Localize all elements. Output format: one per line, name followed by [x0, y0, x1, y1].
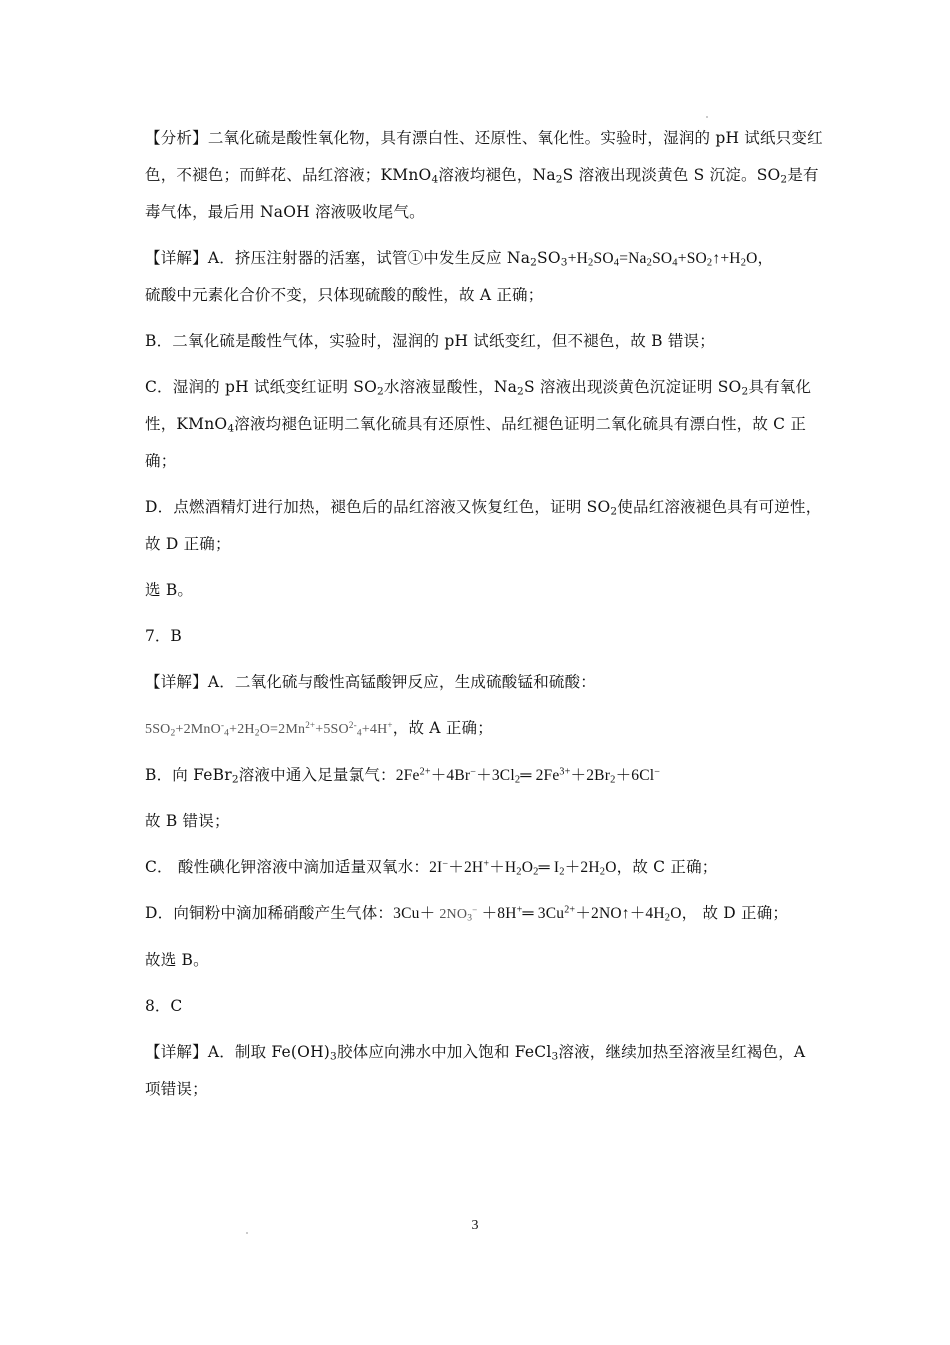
q7-option-a: 【详解】A．二氧化硫与酸性高锰酸钾反应，生成硫酸锰和硫酸：: [145, 673, 597, 691]
q6-a-equation: $+H_2SO_4=Na_2SO_4+SO_2↑+H_2O$，: [567, 250, 774, 269]
q8-option-a: 【详解】A．制取 $Fe(OH)_3$胶体应向沸水中加入饱和 FeCl$_3$溶液，继续加热至溶液呈红褐色，A 项错误；: [145, 1043, 806, 1098]
q6-option-a: 【详解】A．挤压注射器的活塞，试管①中发生反应 $Na_2SO_3+H_2SO_4=Na_2SO_4+SO_2↑+H_2O$， 硫酸中元素化合价不变，只体现硫酸的酸性，故 A 正确；: [145, 249, 774, 304]
page-number: 3: [471, 1218, 479, 1233]
q7-option-a-equation: $5SO_2+2MnO^-_4+2H_2O=2Mn^{2+}+5SO^{2-}_4+4H^+$，故 A 正确；: [145, 719, 493, 739]
equation-image-kmno4: $5SO_2+2MnO^-_4+2H_2O=2Mn^{2+}+5SO^{2-}_4+4H^+$: [145, 720, 393, 739]
detail-label: 【详解】: [145, 249, 208, 267]
q7-option-d: D．向铜粉中滴加稀硝酸产生气体：$3Cu+ 2NO_3^-$ ＋8H+═ $3Cu^{2+}+2NO↑+4H_2O$， 故 D 正确；: [145, 904, 789, 924]
q7-c-equation: $2I^-+2H^++H_2O_2═$ $I_2+2H_2O$: [429, 858, 617, 878]
q7-option-c: C． 酸性碘化钾溶液中滴加适量双氧水：$2I^-+2H^++H_2O_2═$ $I_2+2H_2O$，故 C 正确；: [145, 858, 718, 878]
detail-label: 【详解】: [145, 1043, 208, 1061]
q7-b-equation: $2Fe^{2+}+4Br^-+3Cl_2═$ $2Fe^{3+}+2Br_2+6Cl^-$: [395, 766, 661, 786]
analysis-label: 【分析】: [145, 129, 208, 147]
q7-option-b-tail: 故 B 错误；: [145, 812, 230, 830]
q7-number: 7．B: [145, 627, 182, 645]
q6-option-b: B．二氧化硫是酸性气体，实验时，湿润的 pH 试纸变红，但不褪色，故 B 错误；: [145, 332, 715, 350]
q6-option-d: D．点燃酒精灯进行加热，褪色后的品红溶液又恢复红色，证明 $SO_2$使品红溶液褪色具有可逆性，故 D 正确；: [145, 498, 822, 553]
q6-conclusion: 选 B。: [145, 581, 194, 599]
q6-option-c: C．湿润的 pH 试纸变红证明 $SO_2$水溶液显酸性，$Na_2S$ 溶液出现淡黄色沉淀证明 $SO_2$具有氧化性，KMnO$_4$溶液均褪色证明二氧化硫具有还原性、品红褪色证明二氧化硫具有漂白性，故 C 正确；: [145, 378, 812, 470]
q8-number: 8．C: [145, 997, 183, 1015]
detail-label: 【详解】: [145, 673, 208, 691]
scan-speck: [706, 116, 708, 118]
q7-option-b: B．向 FeBr$_2$溶液中通入足量氯气：$2Fe^{2+}+4Br^-+3Cl_2═$ $2Fe^{3+}+2Br_2+6Cl^-$: [145, 766, 661, 786]
equation-image-nitrate: $2NO_3^-$: [439, 905, 478, 924]
q7-d-equation: $3Cu+ 2NO_3^-$ ＋8H+═ $3Cu^{2+}+2NO↑+4H_2O$: [393, 904, 682, 924]
page-content: [145, 120, 825, 1117]
analysis-paragraph: 【分析】二氧化硫是酸性氧化物，具有漂白性、还原性、氧化性。实验时，湿润的 pH 试纸只变红色，不褪色；而鲜花、品红溶液；KMnO$_4$溶液均褪色，$Na_2S$ 溶液出现淡黄色 S 沉淀。$SO_2$是有毒气体，最后用 NaOH 溶液吸收尾气。: [145, 129, 823, 221]
q7-conclusion: 故选 B。: [145, 951, 209, 969]
